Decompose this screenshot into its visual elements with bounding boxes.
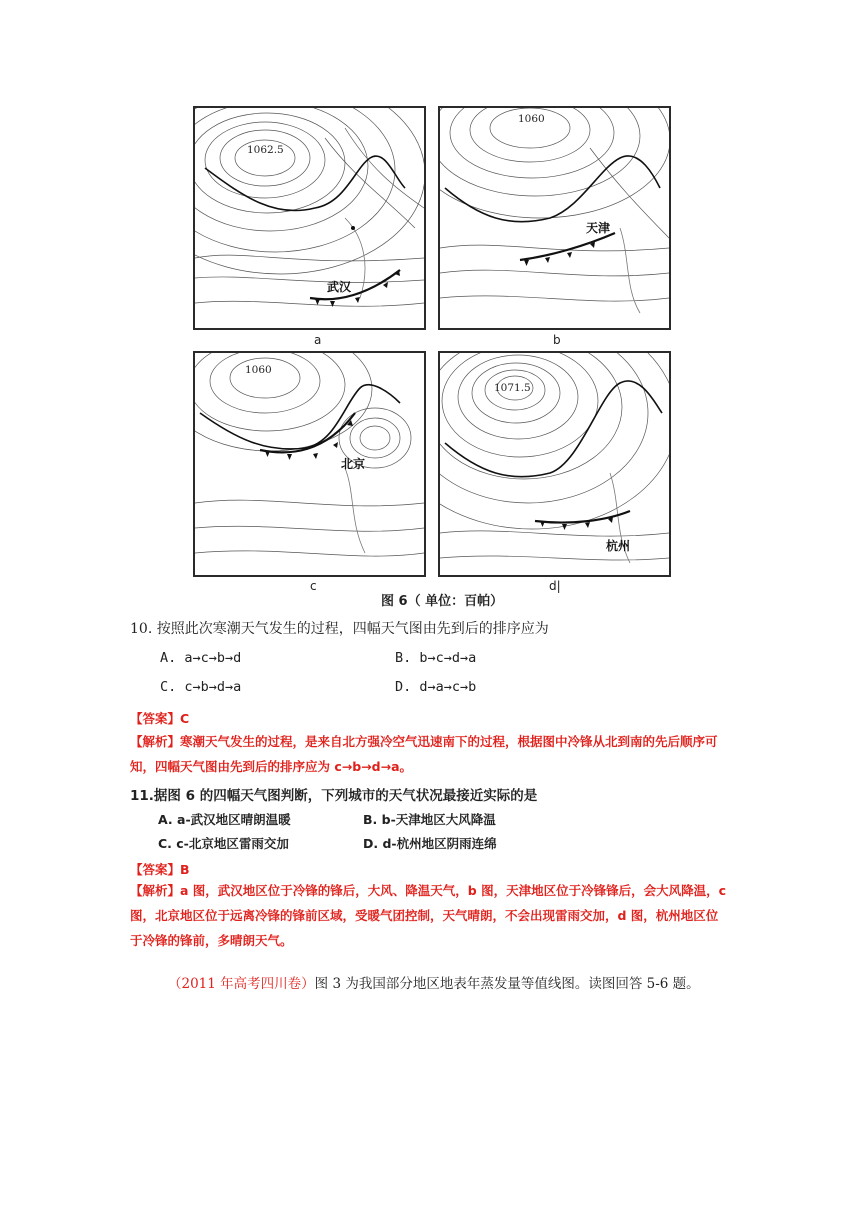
isobar-map-c	[195, 353, 424, 575]
city-label-b: 天津	[586, 221, 611, 235]
panel-label-c: c	[310, 579, 317, 593]
panel-label-b: b	[553, 333, 561, 347]
pressure-label-a: 1062.5	[247, 144, 284, 156]
next-question-intro	[168, 972, 700, 992]
pressure-label-b: 1060	[518, 113, 545, 125]
q10-analysis: 【解析】寒潮天气发生的过程，是来自北方强冷空气迅速南下的过程，根据图中冷锋从北到南的先后顺序可知，四幅天气图由先到后的排序应为 c→b→d→a。	[130, 734, 718, 774]
weather-map-a	[193, 106, 426, 330]
city-label-d: 杭州	[606, 539, 631, 553]
pressure-label-d: 1071.5	[494, 382, 531, 394]
q10-option-d: D. d→a→c→b	[395, 679, 477, 695]
isobar-map-a	[195, 108, 424, 328]
q11-answer: 【答案】B	[130, 862, 190, 877]
city-label-a: 武汉	[327, 280, 352, 294]
weather-map-b	[438, 106, 671, 330]
q10-option-a: A. a→c→b→d	[160, 650, 242, 666]
figure-caption: 图 6（ 单位：百帕）	[381, 594, 504, 609]
panel-label-a: a	[314, 333, 322, 347]
intro-source: （2011 年高考四川卷）	[168, 976, 315, 992]
q11-stem: 11.据图 6 的四幅天气图判断，下列城市的天气状况最接近实际的是	[130, 788, 538, 804]
q11-analysis: 【解析】a 图，武汉地区位于冷锋的锋后，大风、降温天气，b 图，天津地区位于冷锋锋后，会大风降温，c 图，北京地区位于远离冷锋的锋前区域，受暖气团控制，天气晴朗，不会出现雷雨交加，d 图，杭州地区位于冷锋的锋前，多晴朗天气。	[130, 883, 726, 948]
q11-option-c: C. c-北京地区雷雨交加	[158, 836, 289, 851]
q10-answer: 【答案】C	[130, 711, 190, 726]
isobar-map-b	[440, 108, 669, 328]
weather-map-d	[438, 351, 671, 577]
q10-option-b: B. b→c→d→a	[395, 650, 477, 666]
isobar-map-d	[440, 353, 669, 575]
q11-option-b: B. b-天津地区大风降温	[363, 812, 496, 827]
intro-text: 图 3 为我国部分地区地表年蒸发量等值线图。读图回答 5-6 题。	[314, 976, 700, 992]
panel-label-d: d|	[549, 579, 561, 593]
weather-map-c	[193, 351, 426, 577]
q11-option-d: D. d-杭州地区阴雨连绵	[363, 836, 497, 851]
q11-option-a: A. a-武汉地区晴朗温暖	[158, 812, 291, 827]
q10-stem: 10. 按照此次寒潮天气发生的过程，四幅天气图由先到后的排序应为	[130, 621, 549, 637]
q10-option-c: C. c→b→d→a	[160, 679, 242, 695]
pressure-label-c: 1060	[245, 364, 272, 376]
city-label-c: 北京	[341, 457, 366, 471]
